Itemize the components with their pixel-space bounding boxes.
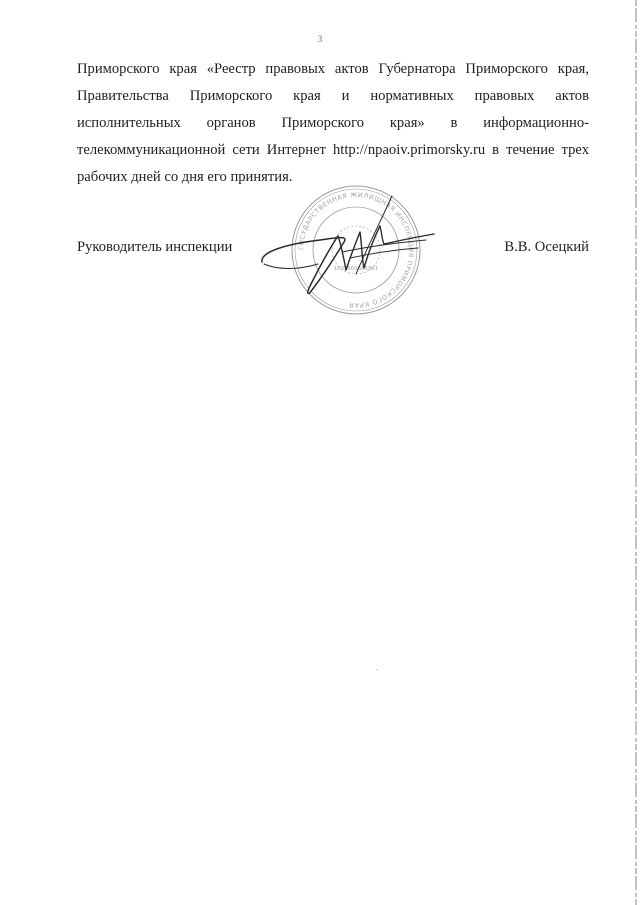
stamp-registration-number: 1032500685961 xyxy=(333,266,379,272)
signer-name: В.В. Осецкий xyxy=(504,239,589,255)
stamp-ring-text: ГОСУДАРСТВЕННАЯ ЖИЛИЩНАЯ ИНСПЕКЦИЯ ПРИМОРСКОГО КРАЯ xyxy=(296,190,416,310)
scan-speck xyxy=(376,669,377,670)
body-line-4: телекоммуникационной сети Интернет http://npaoiv.primorsky.ru в течение трех xyxy=(77,142,589,158)
signature-row xyxy=(77,239,589,263)
body-line-1: Приморского края «Реестр правовых актов Губернатора Приморского края, xyxy=(77,61,589,77)
body-line-5: рабочих дней со дня его принятия. xyxy=(77,169,293,185)
body-line-3: исполнительных органов Приморского края» в информационно- xyxy=(77,115,589,131)
signer-title: Руководитель инспекции xyxy=(77,239,233,255)
page-number: 3 xyxy=(317,34,323,44)
scan-edge-line xyxy=(635,0,637,905)
body-paragraph xyxy=(77,56,589,191)
body-line-2: Правительства Приморского края и нормативных правовых актов xyxy=(77,88,589,104)
